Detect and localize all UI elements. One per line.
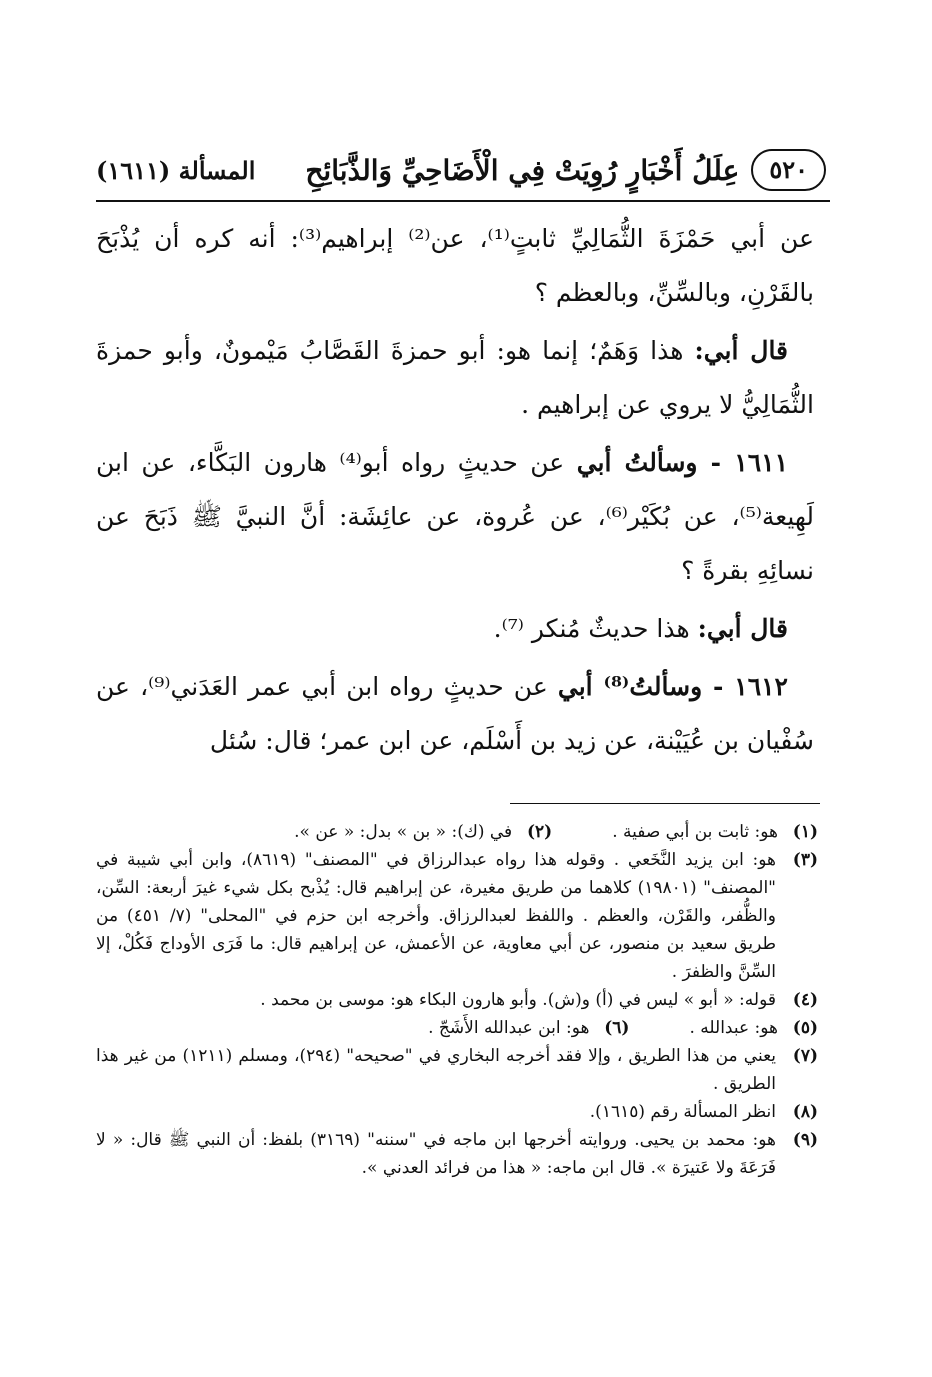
running-title: عِلَلُ أَخْبَارٍ رُوِيَتْ فِي الْأَضَاحِيِّ وَالذَّبَائِحِ bbox=[305, 153, 740, 187]
entry-text: عن حديثٍ رواه أبو⁽⁴⁾ هارون البَكَّاء، عن ابن لَهِيعة⁽⁵⁾، عن بُكَيْر⁽⁶⁾، عن عُروة، عن عائِشَة: أنَّ النبيَّ ﷺ ذَبَحَ عن نسائِهِ بقرةً ؟ bbox=[96, 448, 815, 585]
footnote-rule bbox=[510, 803, 820, 804]
footnote-mark: (٧) bbox=[792, 1046, 818, 1066]
footnote-text: هو: ثابت بن أبي صفية . bbox=[612, 822, 778, 842]
main-text bbox=[96, 212, 814, 772]
footnote bbox=[96, 846, 818, 986]
footnote bbox=[612, 818, 818, 846]
footnote-text: هو: محمد بن يحيى. وروايته أخرجها ابن ماجه في "سننه" (٣١٦٩) بلفظ: أن النبي ﷺ قال: « لا فَرَعَةَ ولا عَتيرَة ». قال ابن ماجه: « هذا من فرائد العدني ». bbox=[96, 1130, 776, 1178]
footnote bbox=[428, 1014, 629, 1042]
footnote-text: انظر المسألة رقم (١٦١٥). bbox=[589, 1102, 776, 1122]
entry-number: ١٦١١ - وسألتُ أبي bbox=[576, 448, 789, 477]
page-number: ٥٢٠ bbox=[751, 149, 826, 191]
footnote-mark: (٦) bbox=[604, 1018, 630, 1038]
footnote bbox=[96, 1126, 818, 1182]
section-label: المسألة (١٦١١) bbox=[96, 155, 256, 185]
running-header bbox=[96, 146, 826, 194]
footnote bbox=[294, 818, 552, 846]
footnote-mark: (١) bbox=[792, 822, 818, 842]
footnote-mark: (٢) bbox=[526, 822, 553, 842]
footnote bbox=[96, 1098, 818, 1126]
footnote bbox=[689, 1014, 818, 1042]
footnote-text: هو: ابن يزيد النَّخَعي . وقوله هذا رواه عبدالرزاق في "المصنف" (٨٦١٩)، وابن أبي شيبة في "المصنف" (١٩٨٠١) كلاهما من طريق مغيرة، عن إبراهيم قال: يُذْبح بكل شيء غيرَ أربعة: السِّن، والظُّفر، والقَرْن، والعظم . واللفظ لعبدالرزاق. وأخرجه ابن حزم في "المحلى" (٧/ ٤٥١) من طريق سعيد بن منصور، عن أبي معاوية، عن الأعمش، عن إبراهيم قال: ما فَرَى الأوداج فَكُلْ، إلا السِّنَّ والظفرَ . bbox=[96, 850, 776, 982]
entry-1612 bbox=[96, 660, 814, 768]
paragraph-answer-1 bbox=[96, 324, 814, 432]
footnote-text: قوله: « أبو » ليس في (أ) و(ش). وأبو هارون البكاء هو: موسى بن محمد . bbox=[260, 990, 776, 1010]
footnotes bbox=[96, 818, 818, 1182]
answer-text: هذا حديثٌ مُنكر ⁽⁷⁾. bbox=[493, 614, 698, 643]
footnote-mark: (٣) bbox=[792, 850, 818, 870]
footnote-text: هو: ابن عبدالله الأَشَجّ . bbox=[428, 1018, 590, 1038]
entry-1611 bbox=[96, 436, 814, 598]
entry-number: ١٦١٢ - وسألتُ⁽⁸⁾ أبي bbox=[557, 672, 788, 701]
footnote-row bbox=[96, 818, 818, 846]
footnote-text: هو: عبدالله . bbox=[689, 1018, 778, 1038]
speaker-label: قال أبي: bbox=[697, 614, 788, 643]
footnote-row bbox=[96, 1014, 818, 1042]
paragraph-isnad: عن أبي حَمْزَةَ الثُّمَالِيِّ ثابتٍ⁽¹⁾، عن⁽²⁾ إبراهيم⁽³⁾: أنه كره أن يُذْبَحَ بالقَرْنِ، وبالسِّنِّ، وبالعظم ؟ bbox=[96, 224, 814, 307]
speaker-label: قال أبي: bbox=[694, 336, 789, 365]
footnote-text: في (ك): « بن » بدل: « عن ». bbox=[294, 822, 513, 842]
footnote bbox=[96, 986, 818, 1014]
footnote-text: يعني من هذا الطريق ، وإلا فقد أخرجه البخاري في "صحيحه" (٢٩٤)، ومسلم (١٢١١) من غير هذا الطريق . bbox=[96, 1046, 777, 1094]
footnote-mark: (٥) bbox=[792, 1018, 818, 1038]
header-rule bbox=[96, 200, 830, 202]
paragraph-answer-2 bbox=[96, 602, 814, 656]
footnote bbox=[96, 1042, 818, 1098]
footnote-mark: (٩) bbox=[792, 1130, 818, 1150]
footnote-mark: (٨) bbox=[792, 1102, 818, 1122]
entry-text: عن حديثٍ رواه ابن أبي عمر العَدَني⁽⁹⁾، عن سُفْيان بن عُيَيْنة، عن زيد بن أَسْلَم، عن ابن عمر؛ قال: سُئل bbox=[96, 672, 814, 755]
footnote-mark: (٤) bbox=[792, 990, 818, 1010]
answer-text: هذا وَهَمٌ؛ إنما هو: أبو حمزةَ القَصَّابُ مَيْمونٌ، وأبو حمزةَ الثُّمَالِيُّ لا يروي عن إبراهيم . bbox=[96, 336, 814, 419]
